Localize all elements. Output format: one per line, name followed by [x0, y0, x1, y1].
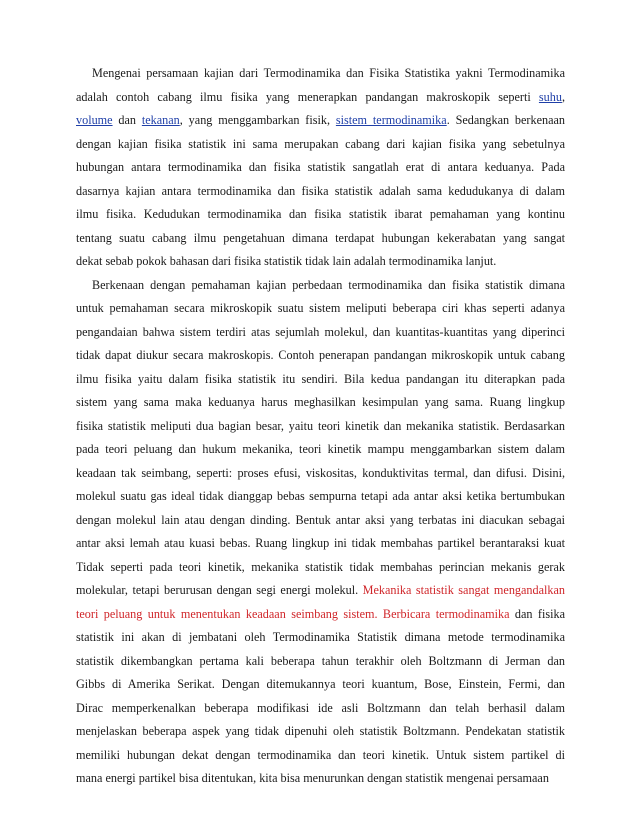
text-line [76, 109, 565, 133]
text-segment: hubungan antara termodinamika dan fisika statistik sangatlah erat di antara keduanya. Pada [76, 160, 565, 174]
text-line [76, 274, 565, 298]
text-line [76, 626, 565, 650]
text-line [76, 391, 565, 415]
text-line [76, 368, 565, 392]
highlighted-text: Mekanika statistik sangat mengandalkan [362, 583, 565, 597]
text-segment: pada teori peluang dan hukum mekanika, teori kinetik mampu menggambarkan sistem dalam [76, 442, 565, 456]
text-segment: sistem yang sama maka keduanya harus meghasilkan kesimpulan yang sama. Ruang lingkup [76, 395, 565, 409]
text-segment: statistik dikembangkan pertama kali beberapa tahun terakhir oleh Boltzmann di Jerman dan [76, 653, 565, 668]
text-line [76, 62, 565, 86]
text-segment: mana energi partikel bisa ditentukan, kita bisa menurunkan dengan statistik mengenai persamaan [76, 771, 549, 785]
text-line [76, 415, 565, 439]
text-segment: molekular, tetapi berurusan dengan segi energi molekul. [76, 583, 363, 597]
text-segment: tentang suatu cabang ilmu pengetahuan dimana terdapat hubungan kekerabatan yang sangat [76, 230, 565, 245]
text-segment: dengan kajian fisika statistik ini sama merupakan cabang dari kajian fisika yang sebetulnya [76, 136, 565, 151]
text-line [76, 297, 565, 321]
text-segment: menjelaskan beberapa aspek yang tidak dipenuhi oleh statistik Boltzmann. Pendekatan statistik [76, 724, 565, 738]
text-line [76, 509, 565, 533]
text-line [76, 767, 565, 791]
text-segment: , yang menggambarkan fisik, [179, 113, 336, 127]
text-segment: adalah contoh cabang ilmu fisika yang menerapkan pandangan makroskopik seperti [76, 89, 539, 104]
text-segment: dasarnya kajian antara termodinamika dan fisika statistik adalah sama kedudukanya di dalam [76, 183, 565, 198]
text-segment: ilmu fisika yaitu dalam fisika statistik itu sendiri. Bila kedua pandangan itu diterapkan pada [76, 371, 565, 386]
text-line [76, 156, 565, 180]
text-segment: untuk pemahaman secara mikroskopik suatu sistem meliputi beberapa ciri khas seperti adanya [76, 301, 565, 315]
text-segment: Mengenai persamaan kajian dari Termodinamika dan Fisika Statistika yakni Termodinamika [92, 66, 565, 80]
text-line [76, 438, 565, 462]
hyperlink[interactable]: suhu [538, 89, 562, 104]
text-line [76, 650, 565, 674]
text-line [76, 697, 565, 721]
text-segment: Berkenaan dengan pemahaman kajian perbedaan termodinamika dan fisika statistik dimana [92, 277, 565, 292]
paragraph [76, 62, 565, 274]
text-segment: dekat sebab pokok bahasan dari fisika statistik tidak lain adalah termodinamika lanjut. [76, 254, 497, 268]
text-segment: keadaan tak seimbang, seperti: proses efusi, viskositas, konduktivitas termal, dan difusi. Disini, [76, 465, 565, 480]
text-segment: fisika statistik meliputi dua bagian besar, yaitu teori kinetik dan mekanika statistik. Berdasarkan [76, 418, 565, 433]
text-line [76, 673, 565, 697]
text-segment: dengan molekul lain atau dengan dinding. Bentuk antar aksi yang terbatas ini diacukan sebagai [76, 512, 565, 527]
text-line [76, 227, 565, 251]
hyperlink[interactable]: tekanan [141, 113, 180, 127]
text-line [76, 86, 565, 110]
text-segment: tidak dapat diukur secara makroskopis. Contoh penerapan pandangan mikroskopik untuk cabang [76, 348, 565, 362]
text-line [76, 462, 565, 486]
text-segment: Gibbs di Amerika Serikat. Dengan ditemukannya teori kuantum, Bose, Einstein, Fermi, dan [76, 677, 565, 691]
text-segment: molekul suatu gas ideal tidak dianggap bebas sempurna tetapi ada antar aksi ketika bertumbukan [76, 489, 565, 503]
text-segment: Dirac memperkenalkan beberapa modifikasi ide asli Boltzmann dan telah berhasil dalam [76, 700, 565, 715]
text-segment: memiliki hubungan dekat dengan termodinamika dan teori kinetik. Untuk sistem partikel di [76, 747, 565, 762]
text-segment: Tidak seperti pada teori kinetik, mekanika statistik tidak membahas perincian mekanis gerak [76, 559, 565, 574]
text-line [76, 250, 565, 274]
text-line [76, 133, 565, 157]
text-line [76, 579, 565, 603]
text-segment: ilmu fisika. Kedudukan termodinamika dan fisika statistik ibarat pemahaman yang kontinu [76, 207, 565, 221]
text-line [76, 485, 565, 509]
text-line [76, 344, 565, 368]
paragraph [76, 274, 565, 791]
text-line [76, 532, 565, 556]
text-line [76, 603, 565, 627]
text-segment: pengandaian bahwa sistem terdiri atas sejumlah molekul, dan kuantitas-kuantitas yang diperinci [76, 324, 565, 339]
hyperlink[interactable]: volume [76, 113, 113, 127]
text-segment: . Sedangkan berkenaan [446, 113, 565, 127]
text-line [76, 744, 565, 768]
text-segment: dan fisika [509, 606, 565, 621]
text-segment: antar aksi lemah atau kuasi bebas. Ruang lingkup ini tidak membahas partikel berantaraksi kuat [76, 536, 565, 550]
text-segment: statistik ini akan di jembatani oleh Termodinamika Statistik dimana metode termodinamika [76, 630, 565, 644]
text-line [76, 321, 565, 345]
text-line [76, 203, 565, 227]
text-line [76, 720, 565, 744]
text-line [76, 556, 565, 580]
text-segment: , [561, 89, 565, 104]
highlighted-text: teori peluang untuk menentukan keadaan seimbang sistem. Berbicara termodinamika [76, 606, 510, 621]
hyperlink[interactable]: sistem termodinamika [335, 113, 447, 127]
text-segment: dan [112, 113, 142, 127]
body-text [76, 62, 565, 791]
text-line [76, 180, 565, 204]
